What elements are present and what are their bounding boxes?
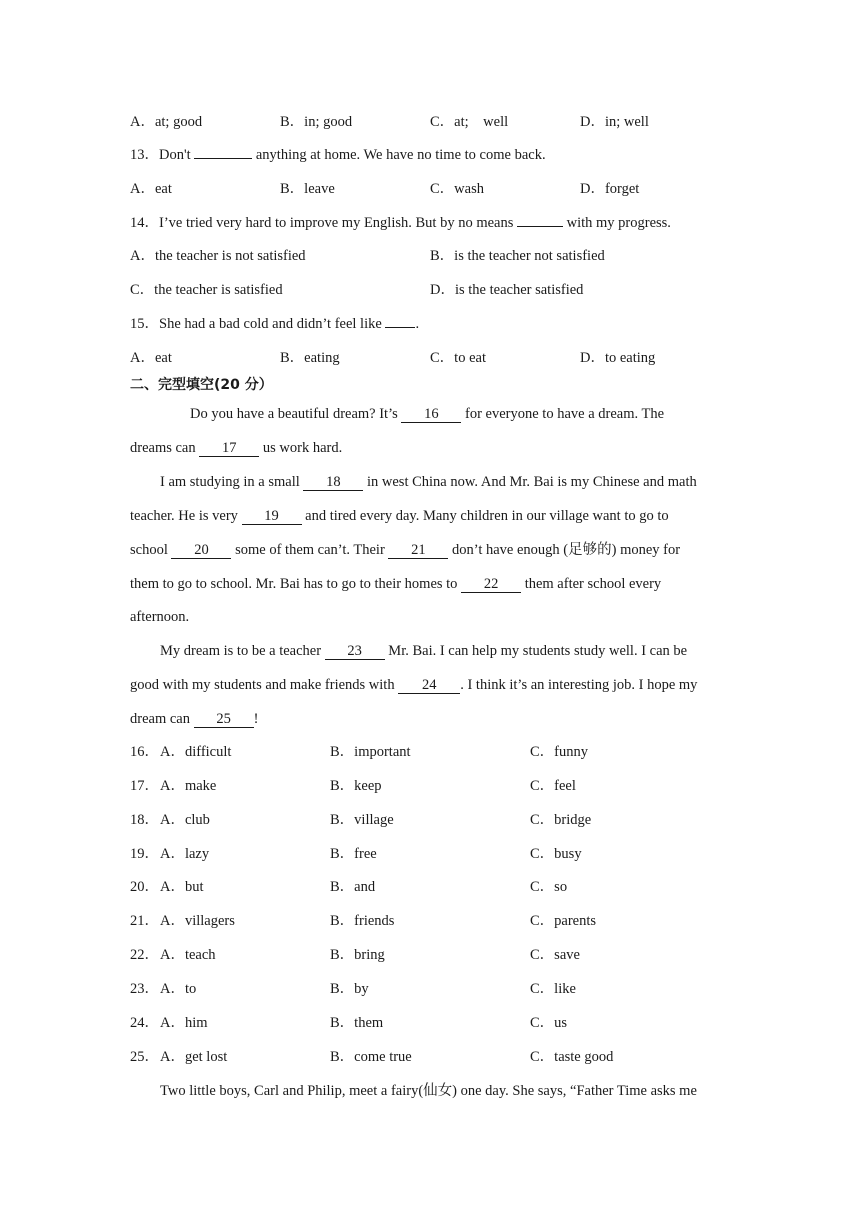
passage-line: I am studying in a small 18 in west China now. And Mr. Bai is my Chinese and math	[160, 474, 697, 490]
q15-option-a: A．eat	[130, 350, 172, 366]
option-c: C．funny	[530, 744, 588, 760]
blank-18: 18	[303, 474, 363, 491]
option-a: A．him	[160, 1015, 208, 1031]
question-number: 20．	[130, 879, 159, 895]
option-b: B．friends	[330, 913, 395, 929]
q15-option-b: B．eating	[280, 350, 340, 366]
option-b: B．by	[330, 981, 369, 997]
passage-line: dreams can 17 us work hard.	[130, 440, 343, 456]
question-number: 18．	[130, 812, 159, 828]
option-c: C．busy	[530, 846, 582, 862]
option-b: B．them	[330, 1015, 384, 1031]
question-number: 17．	[130, 778, 159, 794]
passage-line: good with my students and make friends with 24 . I think it’s an interesting job. I hope my	[130, 677, 698, 693]
option-b: B．village	[330, 812, 394, 828]
passage-line: My dream is to be a teacher 23 Mr. Bai. I can help my students study well. I can be	[160, 643, 688, 659]
passage-line: them to go to school. Mr. Bai has to go to their homes to 22 them after school every	[130, 576, 662, 592]
option-c: C．so	[530, 879, 568, 895]
question-number: 24．	[130, 1015, 159, 1031]
q13-option-b: B．leave	[280, 181, 335, 197]
option-c: C．like	[530, 981, 576, 997]
blank-16: 16	[401, 406, 461, 423]
q14-blank	[517, 226, 563, 227]
blank-25: 25	[194, 711, 254, 728]
option-a: A．villagers	[160, 913, 235, 929]
option-c: C．taste good	[530, 1049, 614, 1065]
option-c: C．feel	[530, 778, 576, 794]
option-b: B．bring	[330, 947, 385, 963]
q12-option-d: D．in; well	[580, 114, 649, 130]
question-number: 23．	[130, 981, 159, 997]
q13-option-d: D．forget	[580, 181, 640, 197]
option-c: C．save	[530, 947, 580, 963]
q13-blank	[194, 158, 252, 159]
q14-option-c: C．the teacher is satisfied	[130, 282, 283, 298]
option-b: B．free	[330, 846, 377, 862]
option-a: A．but	[160, 879, 204, 895]
q15-option-d: D．to eating	[580, 350, 656, 366]
blank-19: 19	[242, 508, 302, 525]
blank-21: 21	[388, 542, 448, 559]
option-a: A．teach	[160, 947, 216, 963]
section-heading: 二、完型填空(20 分）	[130, 377, 273, 393]
option-c: C．bridge	[530, 812, 592, 828]
blank-23: 23	[325, 643, 385, 660]
question-number: 22．	[130, 947, 159, 963]
passage-line: Do you have a beautiful dream? It’s 16 for everyone to have a dream. The	[190, 406, 665, 422]
q13-option-c: C．wash	[430, 181, 484, 197]
question-number: 21．	[130, 913, 159, 929]
option-a: A．to	[160, 981, 197, 997]
q12-option-b: B．in; good	[280, 114, 353, 130]
q12-option-c: C．at; well	[430, 114, 509, 130]
q13-option-a: A．eat	[130, 181, 172, 197]
option-b: B．keep	[330, 778, 382, 794]
blank-20: 20	[171, 542, 231, 559]
blank-22: 22	[461, 576, 521, 593]
option-b: B．and	[330, 879, 376, 895]
q15-stem: 15．She had a bad cold and didn’t feel like .	[130, 316, 420, 332]
passage-line: dream can 25 !	[130, 711, 259, 727]
question-number: 25．	[130, 1049, 159, 1065]
q15-blank	[385, 327, 415, 328]
q14-option-a: A．the teacher is not satisfied	[130, 248, 306, 264]
blank-17: 17	[199, 440, 259, 457]
passage-line: school 20 some of them can’t. Their 21 don’t have enough (足够的) money for	[130, 542, 681, 558]
option-a: A．make	[160, 778, 217, 794]
q15-option-c: C．to eat	[430, 350, 486, 366]
blank-24: 24	[398, 677, 460, 694]
option-a: A．difficult	[160, 744, 232, 760]
q14-option-d: D．is the teacher satisfied	[430, 282, 584, 298]
option-a: A．get lost	[160, 1049, 228, 1065]
option-b: B．come true	[330, 1049, 412, 1065]
passage-line: teacher. He is very 19 and tired every day. Many children in our village want to go to	[130, 508, 669, 524]
next-passage-line: Two little boys, Carl and Philip, meet a fairy(仙女) one day. She says, “Father Time asks me	[160, 1083, 697, 1099]
q14-option-b: B．is the teacher not satisfied	[430, 248, 605, 264]
question-number: 19．	[130, 846, 159, 862]
option-b: B．important	[330, 744, 411, 760]
option-a: A．club	[160, 812, 210, 828]
option-c: C．us	[530, 1015, 568, 1031]
question-number: 16．	[130, 744, 159, 760]
q13-stem: 13．Don't anything at home. We have no time to come back.	[130, 147, 546, 163]
q14-stem: 14．I’ve tried very hard to improve my English. But by no means with my progress.	[130, 215, 671, 231]
option-c: C．parents	[530, 913, 597, 929]
q12-option-a: A．at; good	[130, 114, 203, 130]
option-a: A．lazy	[160, 846, 210, 862]
passage-line: afternoon.	[130, 609, 190, 625]
